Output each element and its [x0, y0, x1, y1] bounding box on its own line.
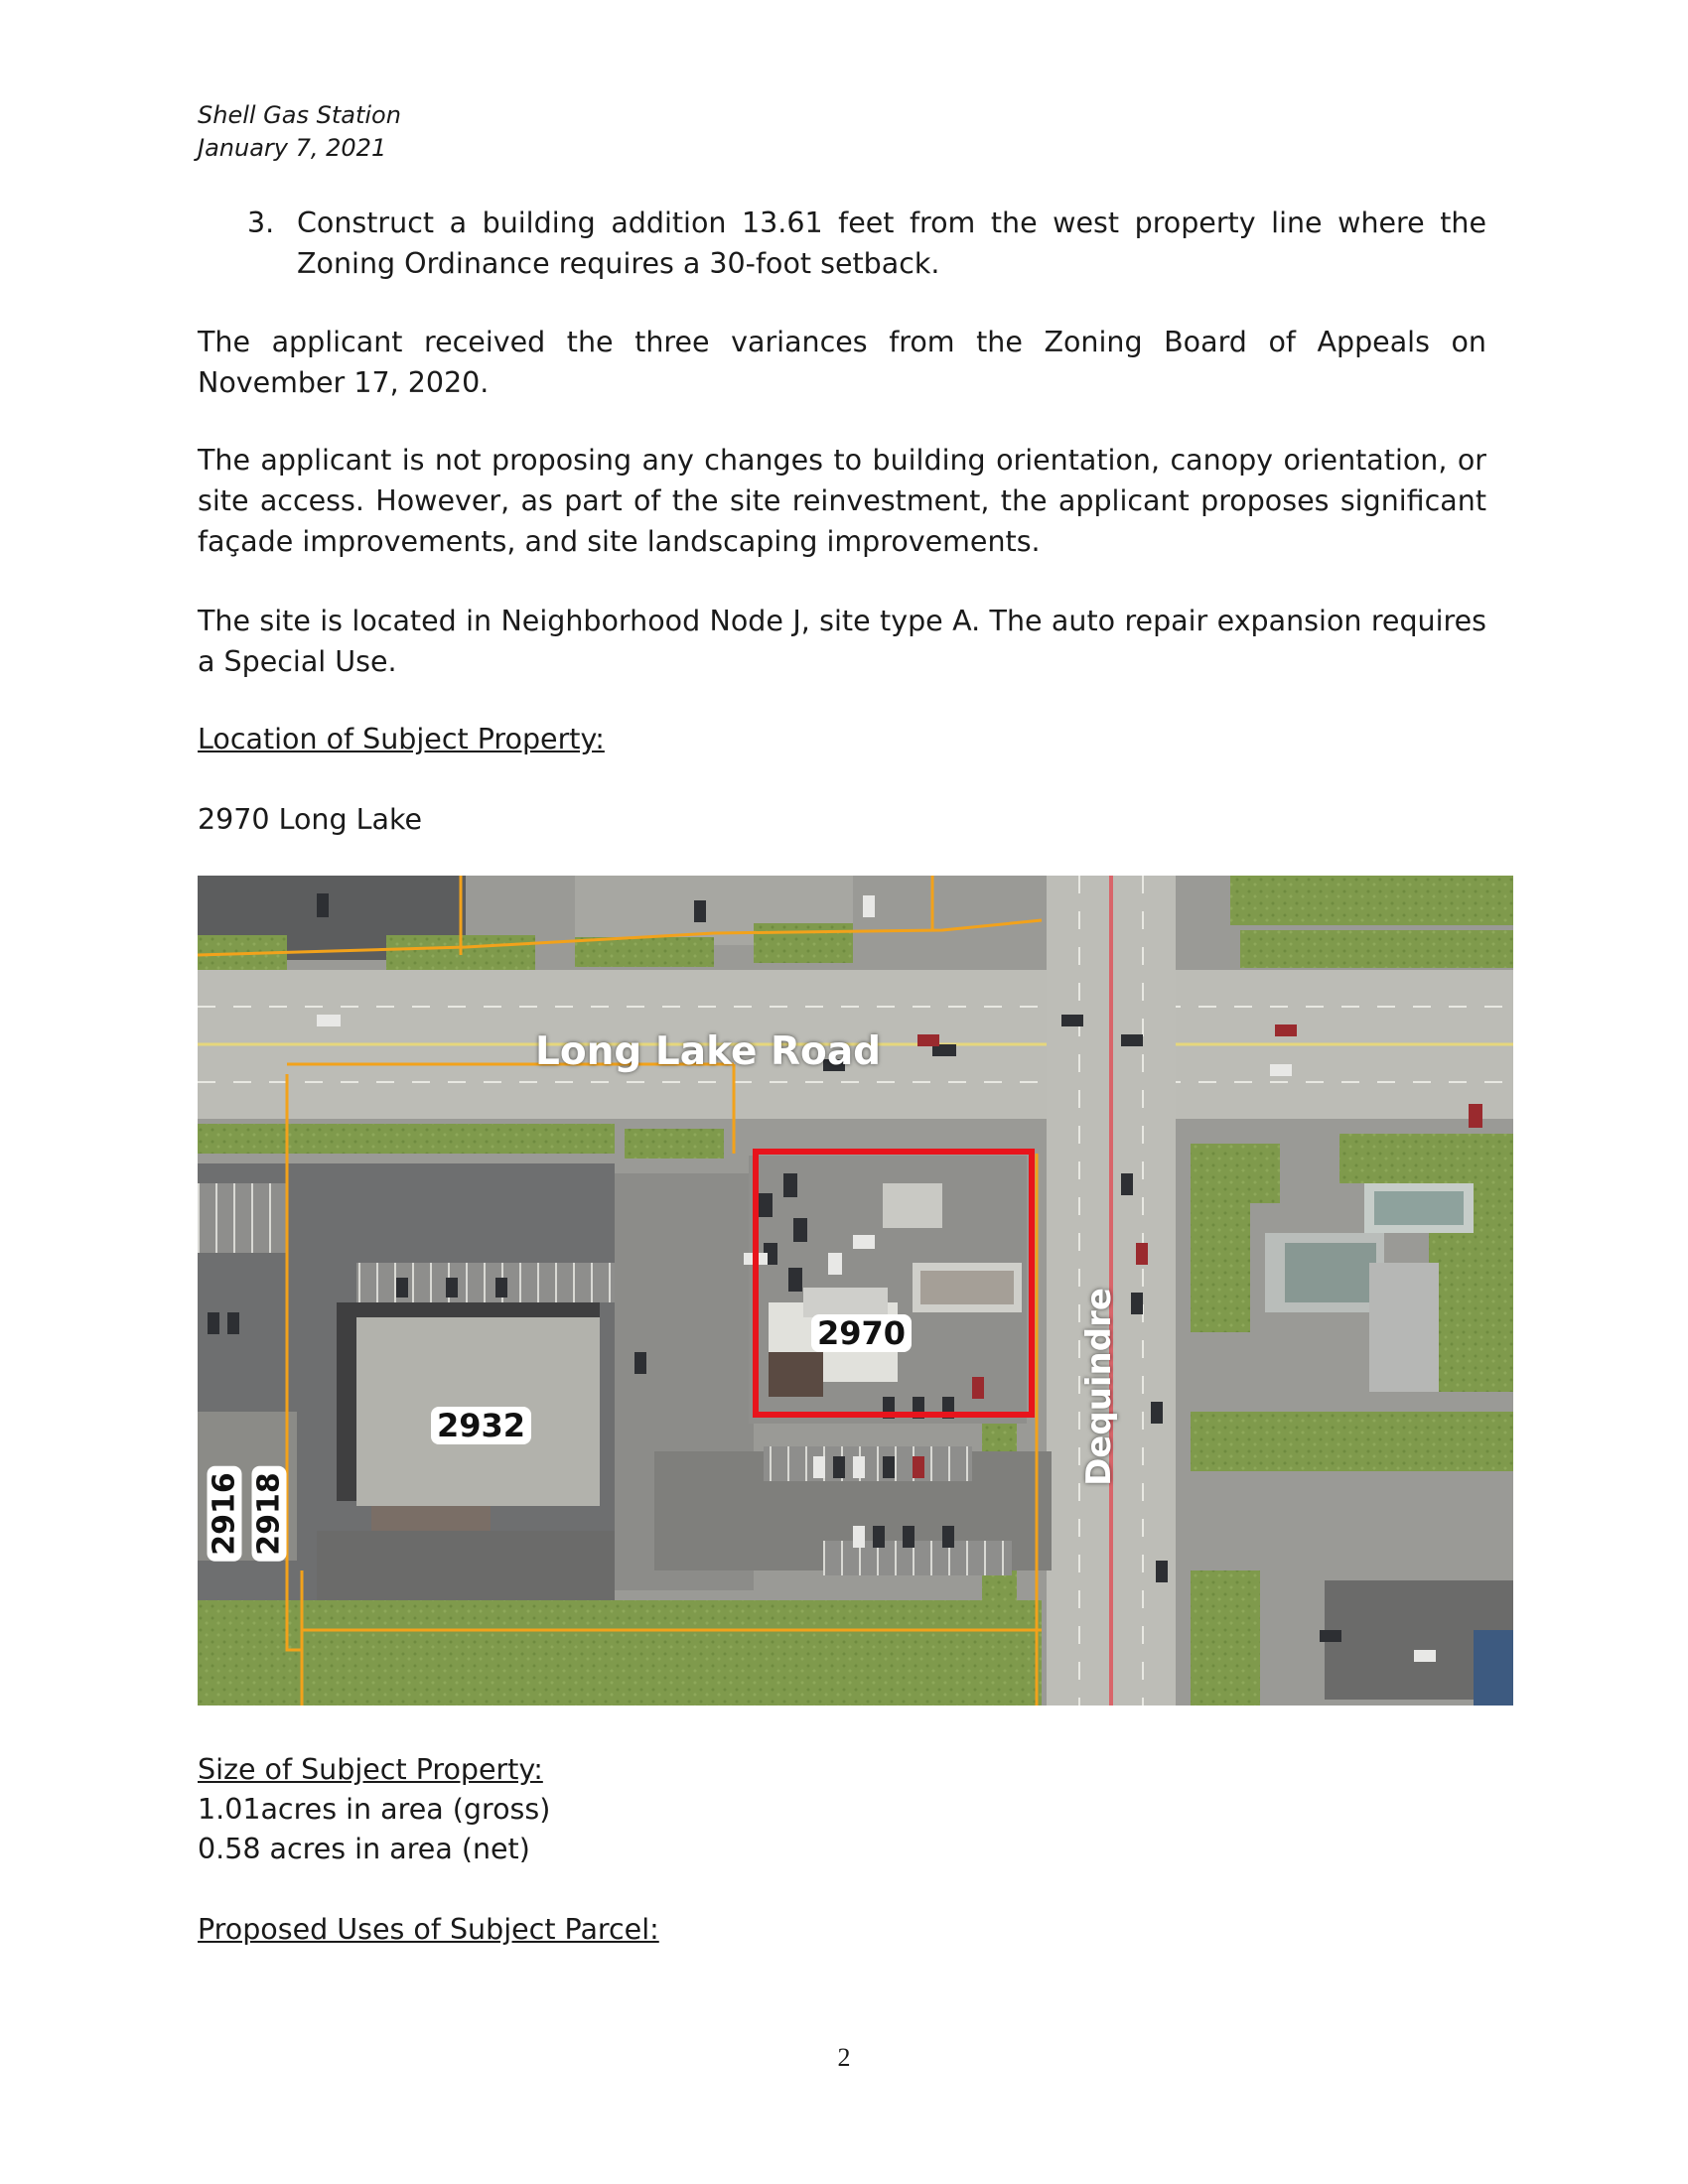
- list-item-3: [247, 203, 1486, 284]
- list-text: Construct a building addition 13.61 feet from the west property line where the Zoning Ordinance requires a 30-foot setback.: [297, 206, 1486, 280]
- parcel-label-2932: 2932: [431, 1407, 531, 1444]
- location-address: 2970 Long Lake: [198, 803, 422, 836]
- paragraph-changes: The applicant is not proposing any changes to building orientation, canopy orientation, or site access. However, as part of the site reinvestment, the applicant proposes significant façade improvements, and site landscaping improvements.: [198, 444, 1486, 558]
- parcel-label-2916: 2916: [208, 1466, 242, 1562]
- header-date: January 7, 2021: [198, 134, 387, 162]
- size-heading: Size of Subject Property:: [198, 1753, 543, 1786]
- size-gross: 1.01acres in area (gross): [198, 1793, 551, 1826]
- road-label-long-lake: Long Lake Road: [535, 1029, 882, 1074]
- paragraph-node: The site is located in Neighborhood Node J, site type A. The auto repair expansion requires a Special Use.: [198, 605, 1486, 678]
- paragraph-variances: The applicant received the three variances from the Zoning Board of Appeals on November 17, 2020.: [198, 326, 1486, 399]
- location-heading: Location of Subject Property:: [198, 723, 605, 755]
- parcel-label-2970: 2970: [811, 1314, 912, 1352]
- aerial-map: [198, 876, 1513, 1706]
- page-number: 2: [837, 2043, 851, 2072]
- size-net: 0.58 acres in area (net): [198, 1833, 530, 1865]
- road-label-dequindre: Dequindre: [1079, 1288, 1119, 1486]
- parcel-label-2918: 2918: [252, 1466, 287, 1562]
- header-title: Shell Gas Station: [198, 101, 401, 129]
- list-number: 3.: [247, 206, 275, 239]
- proposed-uses-heading: Proposed Uses of Subject Parcel:: [198, 1913, 659, 1946]
- page-header: [198, 99, 401, 165]
